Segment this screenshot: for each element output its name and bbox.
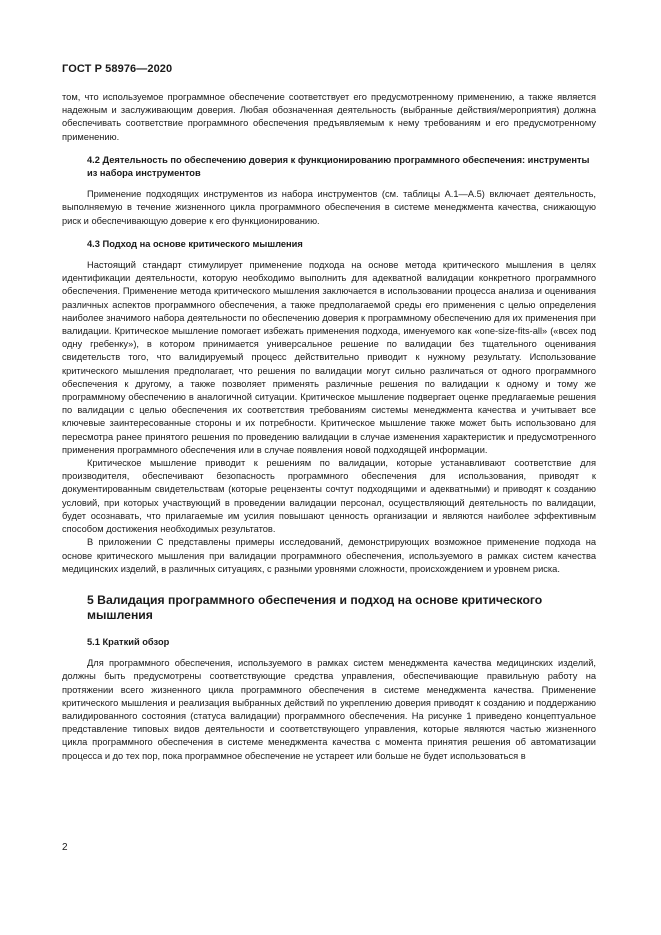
section-4-3-paragraph-1: Настоящий стандарт стимулирует применение подхода на основе метода критического мышления в целях идентификации деятельности, которую необходимо выполнить для адекватной валидации конкретного программного обеспечения. Применение метода критического мышления заключается в использовании процесса анализа и оценивания различных аспектов программного обеспечения, а также предполагаемой среды его применения с целью определения наиболее значимого набора деятельности по обеспечению доверия к программному обеспечению для их применения при валидации. Критическое мышление помогает избежать применения подхода, именуемого как «one-size-fits-all» («всех под одну гребенку»), в котором принимается универсальное решение по валидации без тщательного оценивания свидетельств того, что валидируемый процесс действительно приводит к нужному результату. Использование критического мышления предполагает, что решения по валидации могут сильно различаться от одного программного обеспечения к другому, а также позволяет применять различные решения по валидации к одному и тому же программному обеспечению в аналогичной ситуации. Критическое мышление подвергает оценке предлагаемые решения по валидации с целью обеспечения их соответствия требованиям системы менеджмента качества и учитывает все ключевые заинтересованные стороны и их потребности. Критическое мышление также может быть использовано для пересмотра ранее принятого решения по проведению валидации в случае изменения характеристик и предусмотренного применения программного обеспечения или в случае появления новой подходящей информации. — [62, 260, 596, 455]
section-5-1-heading: 5.1 Краткий обзор — [87, 636, 170, 647]
section-4-2-heading: 4.2 Деятельность по обеспечению доверия к функционированию программного обеспечения: инструменты из набора инструментов — [87, 154, 590, 179]
page-content — [62, 91, 596, 763]
intro-paragraph: том, что используемое программное обеспечение соответствует его предусмотренному применению, а также является надежным и заслуживающим доверия. Любая обозначенная деятельность (выбранные действия/мероприятия) должна обеспечивать соответствие программного обеспечения предъявляемым к нему требованиям и его предусмотренному применению. — [62, 92, 596, 142]
page-number: 2 — [62, 842, 68, 853]
section-4-3-paragraph-3: В приложении С представлены примеры исследований, демонстрирующих возможное применение подхода на основе критического мышления при валидации программного обеспечения, используемого в рамках систем качества медицинских изделий, в различных ситуациях, с разными уровнями сложности, происхождением и уровнем риска. — [62, 537, 596, 574]
section-4-3-paragraph-2: Критическое мышление приводит к решениям по валидации, которые устанавливают соответствие для производителя, обеспечивают безопасность программного обеспечения для использования, приводят к документированным свидетельствам (которые рецензенты сочтут подходящими и адекватными) и приводят к созданию условий, при которых участвующий в проведении валидации персонал, осуществляющий деятельность по валидации, будет осознавать, что прилагаемые им усилия повышают ценность организации и являются наиболее эффективным способом достижения необходимых результатов. — [62, 458, 596, 535]
document-id-header: ГОСТ Р 58976—2020 — [62, 63, 173, 75]
section-4-2-paragraph: Применение подходящих инструментов из набора инструментов (см. таблицы А.1—А.5) включает деятельность, выполняемую в течение жизненного цикла программного обеспечения в системе менеджмента качества, снижающую риск и обеспечивающую доверие к его функционированию. — [62, 189, 596, 226]
section-4-3-heading: 4.3 Подход на основе критического мышления — [87, 238, 303, 249]
section-5-heading: 5 Валидация программного обеспечения и подход на основе критического мышления — [87, 592, 543, 623]
section-5-1-paragraph: Для программного обеспечения, используемого в рамках систем менеджмента качества медицинских изделий, должны быть предусмотрены соответствующие средства управления, обеспечивающие правильную работу на протяжении всего жизненного цикла программного обеспечения в системе менеджмента качества. Применение критического мышления и реализация выбранных действий по укреплению доверия приводят к созданию и поддержанию валидированного состояния (статуса валидации) программного обеспечения. На рисунке 1 приведено концептуальное представление типовых видов деятельности и соответствующего управления, которые являются частью жизненного цикла программного обеспечения в системе менеджмента качества с момента принятия решения об автоматизации процесса и до тех пор, пока программное обеспечение не устареет или больше не будет использоваться в — [62, 658, 596, 761]
